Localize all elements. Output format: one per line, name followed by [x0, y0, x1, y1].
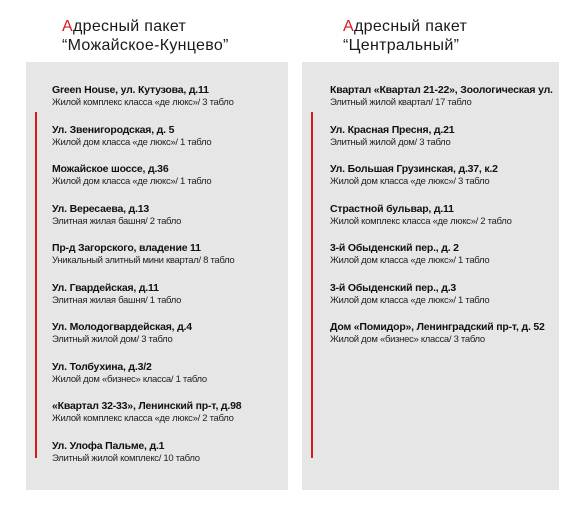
address-description: Элитный жилой комплекс/ 10 табло	[52, 452, 200, 464]
address-item	[330, 282, 556, 322]
address-title: Квартал «Квартал 21-22», Зоологическая ул.	[330, 84, 553, 96]
address-item	[330, 321, 556, 361]
heading-label: дресный пакет	[72, 18, 187, 35]
address-description: Жилой дом класса «де люкс»/ 1 табло	[330, 294, 490, 306]
address-description: Элитный жилой квартал/ 17 табло	[330, 97, 472, 108]
accent-divider-line	[311, 112, 313, 458]
address-item	[52, 361, 286, 401]
address-description: Жилой дом «бизнес» класса/ 1 табло	[52, 373, 207, 385]
package-name: “Можайское-Кунцево”	[62, 37, 229, 54]
address-description: Жилой дом класса «де люкс»/ 1 табло	[330, 255, 490, 266]
address-item	[330, 124, 556, 164]
address-description: Жилой дом класса «де люкс»/ 1 табло	[52, 176, 212, 187]
address-item	[52, 400, 286, 440]
address-description: Жилой дом класса «де люкс»/ 1 табло	[52, 136, 212, 148]
address-title: Ул. Молодогвардейская, д.4	[52, 321, 192, 333]
address-item	[52, 440, 286, 480]
left-address-list	[52, 84, 286, 479]
address-item	[330, 203, 556, 243]
address-title: Ул. Красная Пресня, д.21	[330, 123, 455, 136]
address-item	[330, 242, 556, 282]
address-item	[52, 163, 286, 203]
address-item	[52, 203, 286, 243]
heading-initial-letter: А	[343, 18, 354, 35]
address-title: Можайское шоссе, д.36	[52, 163, 169, 175]
address-item	[52, 242, 286, 282]
left-package-heading	[62, 17, 229, 55]
address-description: Элитная жилая башня/ 2 табло	[52, 215, 182, 227]
address-title: Ул. Улофа Пальме, д.1	[52, 439, 165, 452]
address-item	[330, 163, 556, 203]
address-title: Страстной бульвар, д.11	[330, 202, 454, 215]
address-title: 3-й Обыденский пер., д. 2	[330, 242, 459, 254]
address-item	[52, 321, 286, 361]
address-description: Жилой дом «бизнес» класса/ 3 табло	[330, 334, 485, 345]
heading-initial-letter: А	[62, 18, 73, 35]
address-title: «Квартал 32-33», Ленинский пр-т, д.98	[52, 400, 242, 412]
address-description: Элитная жилая башня/ 1 табло	[52, 294, 182, 306]
package-name: “Центральный”	[343, 37, 460, 54]
address-title: Дом «Помидор», Ленинградский пр-т, д. 52	[330, 321, 545, 333]
heading-label: дресный пакет	[353, 18, 468, 35]
address-description: Жилой комплекс класса «де люкс»/ 3 табло	[52, 97, 234, 108]
address-title: Пр-д Загорского, владение 11	[52, 242, 201, 254]
address-title: 3-й Обыденский пер., д.3	[330, 281, 457, 294]
address-title: Green House, ул. Кутузова, д.11	[52, 84, 209, 96]
address-item	[52, 84, 286, 124]
accent-divider-line	[35, 112, 37, 458]
address-description: Уникальный элитный мини квартал/ 8 табло	[52, 255, 235, 266]
address-description: Элитный жилой дом/ 3 табло	[330, 136, 451, 148]
address-item	[330, 84, 556, 124]
address-description: Жилой комплекс класса «де люкс»/ 2 табло	[330, 215, 512, 227]
right-address-list	[330, 84, 556, 361]
address-title: Ул. Толбухина, д.3/2	[52, 360, 152, 373]
address-title: Ул. Большая Грузинская, д.37, к.2	[330, 163, 498, 175]
address-title: Ул. Гвардейская, д.11	[52, 281, 159, 294]
address-item	[52, 124, 286, 164]
address-title: Ул. Звенигородская, д. 5	[52, 123, 175, 136]
address-description: Жилой дом класса «де люкс»/ 3 табло	[330, 176, 490, 187]
address-description: Элитный жилой дом/ 3 табло	[52, 334, 173, 345]
address-item	[52, 282, 286, 322]
address-description: Жилой комплекс класса «де люкс»/ 2 табло	[52, 413, 234, 424]
right-package-heading	[343, 17, 467, 55]
address-title: Ул. Вересаева, д.13	[52, 202, 150, 215]
